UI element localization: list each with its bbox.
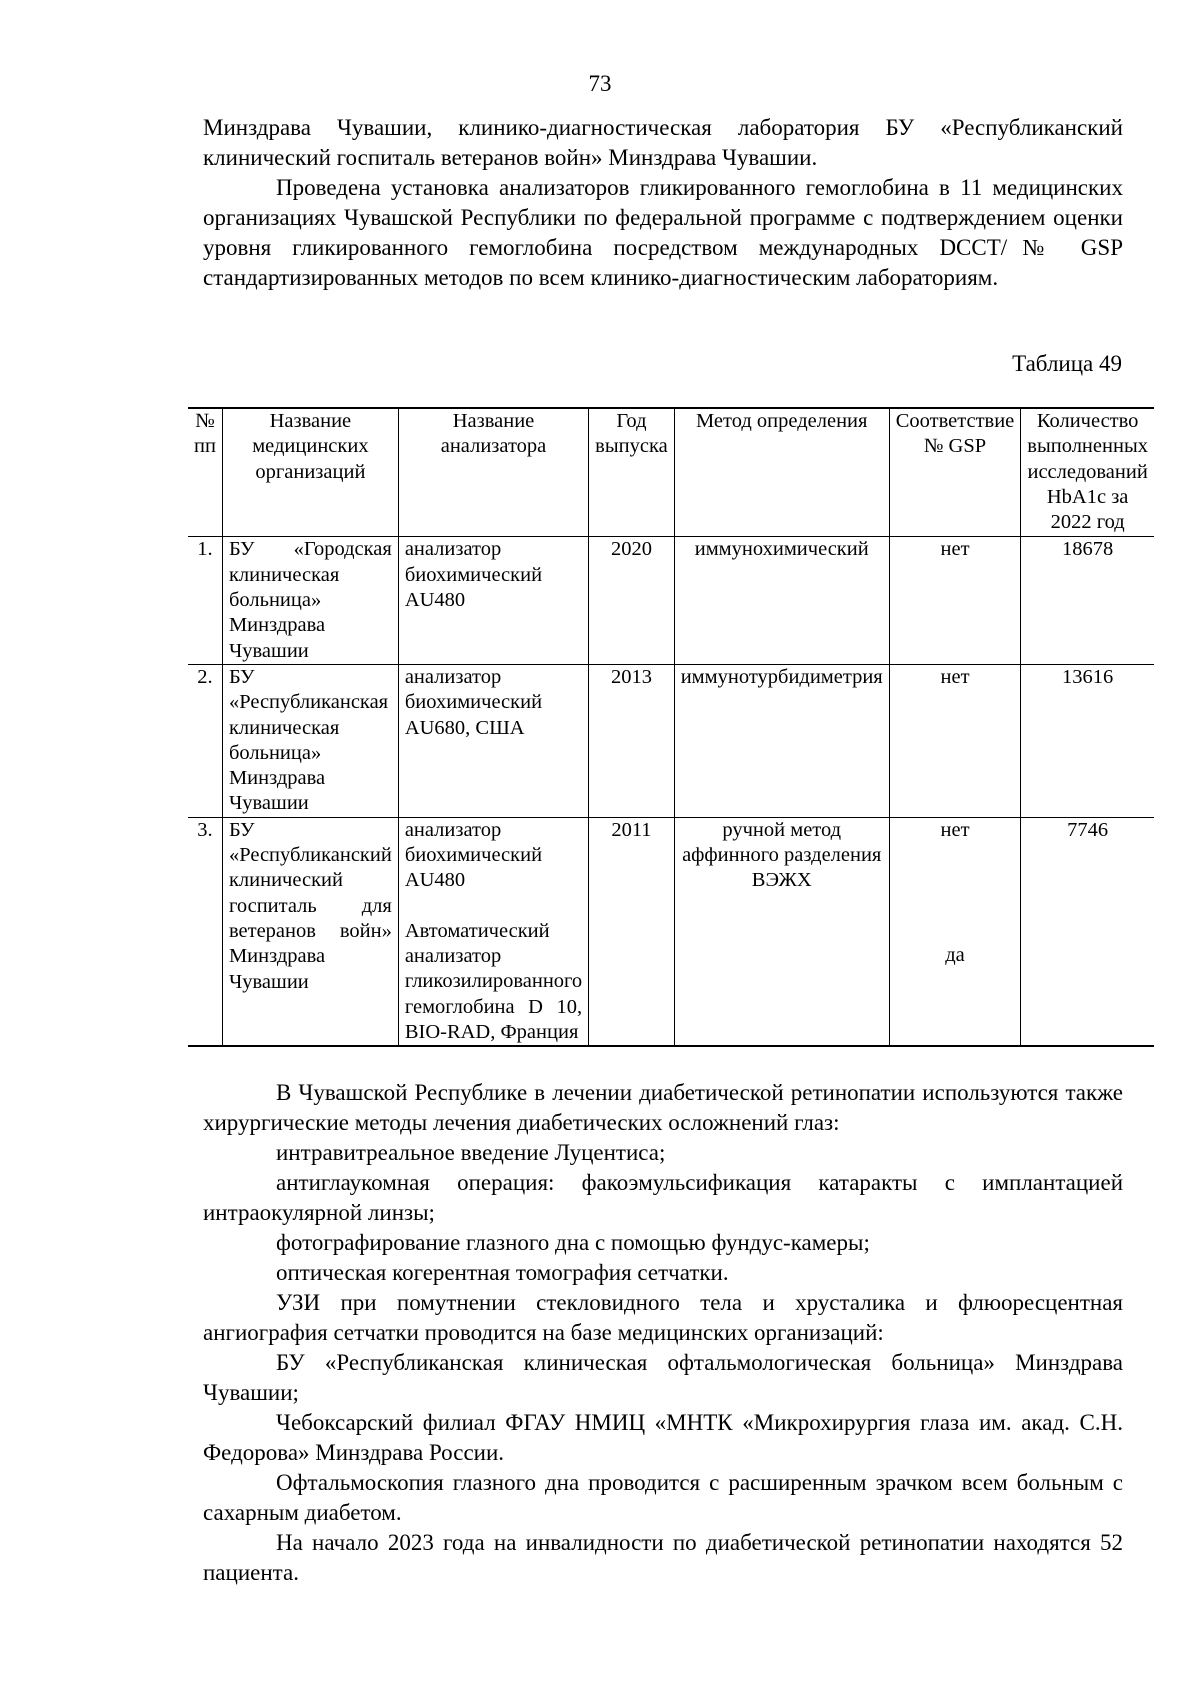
cell-count: 13616 [1021,664,1154,817]
page-number: 73 [588,71,612,96]
paragraph: В Чувашской Республике в лечении диабетической ретинопатии используются также хирургические методы лечения диабетических осложнений глаз: [203,1080,1123,1135]
outro-text [203,1078,1123,1588]
cell-year: 2011 [589,817,675,1046]
cell-gap [405,894,582,919]
paragraph: На начало 2023 года на инвалидности по диабетической ретинопатии находятся 52 пациента. [203,1530,1123,1585]
cell-gsp [889,817,1021,1046]
paragraph: Минздрава Чувашии, клинико-диагностическая лаборатория БУ «Республиканский клинический госпиталь ветеранов войн» Минздрава Чувашии. [203,115,1123,170]
cell-gsp: нет [889,537,1021,664]
table-row [188,817,1154,1046]
paragraph: УЗИ при помутнении стекловидного тела и хрусталика и флюоресцентная ангиография сетчатки проводится на базе медицинских организаций: [203,1290,1123,1345]
table-header-row [188,408,1154,537]
cell-method: иммунохимический [674,537,889,664]
header-method: Метод определения [674,408,889,537]
cell-num: 2. [188,664,222,817]
cell-num: 3. [188,817,222,1046]
list-item: антиглаукомная операция: факоэмульсификация катаракты с имплантацией интраокулярной линзы; [203,1170,1123,1225]
cell-gap [896,918,1015,943]
cell-analyzer: анализатор биохимический AU480 [398,537,588,664]
method-entry: ВЭЖХ [751,869,812,892]
header-gsp: Соответствие № GSP [889,408,1021,537]
table-row [188,664,1154,817]
cell-gap [896,893,1015,918]
header-analyzer: Название анализатора [398,408,588,537]
cell-year: 2020 [589,537,675,664]
list-item: интравитреальное введение Луцентиса; [276,1140,666,1165]
cell-gap [896,868,1015,893]
list-item: фотографирование глазного дна с помощью фундус-камеры; [276,1230,870,1255]
analyzers-table [188,407,1154,1047]
gsp-entry: да [945,944,965,967]
cell-analyzer: анализатор биохимический AU680, США [398,664,588,817]
table-row [188,537,1154,664]
header-count: Количество выполненных исследований HbA1c за 2022 год [1021,408,1154,537]
cell-method [674,817,889,1046]
header-year: Год выпуска [589,408,675,537]
list-item: БУ «Республиканская клиническая офтальмологическая больница» Минздрава Чувашии; [203,1350,1123,1405]
header-num: № пп [188,408,222,537]
cell-count: 18678 [1021,537,1154,664]
list-item: Чебоксарский филиал ФГАУ НМИЦ «МНТК «Микрохирургия глаза им. акад. С.Н. Федорова» Минздрава России. [203,1410,1123,1465]
method-entry: ручной метод аффинного разделения [682,818,882,867]
cell-method: иммунотурбидиметрия [674,664,889,817]
cell-gsp: нет [889,664,1021,817]
analyzer-entry: анализатор биохимический AU480 [404,818,543,892]
paragraph: Проведена установка анализаторов гликированного гемоглобина в 11 медицинских организациях Чувашской Республики по федеральной программе с подтверждением оценки уровня гликированного гемоглобина посредством международных DCCT/№ GSP стандартизированных методов по всем клинико-диагностическим лабораториям. [203,175,1123,290]
cell-count: 7746 [1021,817,1154,1046]
cell-org: БУ «Городская клиническая больница» Минздрава Чувашии [222,537,398,664]
paragraph: Офтальмоскопия глазного дна проводится с расширенным зрачком всем больным с сахарным диабетом. [203,1470,1123,1525]
cell-analyzer [398,817,588,1046]
list-item: оптическая когерентная томография сетчатки. [276,1260,729,1285]
intro-text [203,113,1123,293]
cell-gap [896,843,1015,868]
cell-org: БУ «Республиканский клинический госпиталь для ветеранов войн» Минздрава Чувашии [222,817,398,1046]
cell-year: 2013 [589,664,675,817]
gsp-entry: нет [940,818,970,841]
table-caption: Таблица 49 [1012,351,1122,376]
header-org: Название медицинских организаций [222,408,398,537]
analyzer-entry: Автоматический анализатор гликозилированного гемоглобина D 10, BIO-RAD, Франция [404,919,583,1043]
cell-org: БУ «Республиканская клиническая больница» Минздрава Чувашии [222,664,398,817]
cell-num: 1. [188,537,222,664]
